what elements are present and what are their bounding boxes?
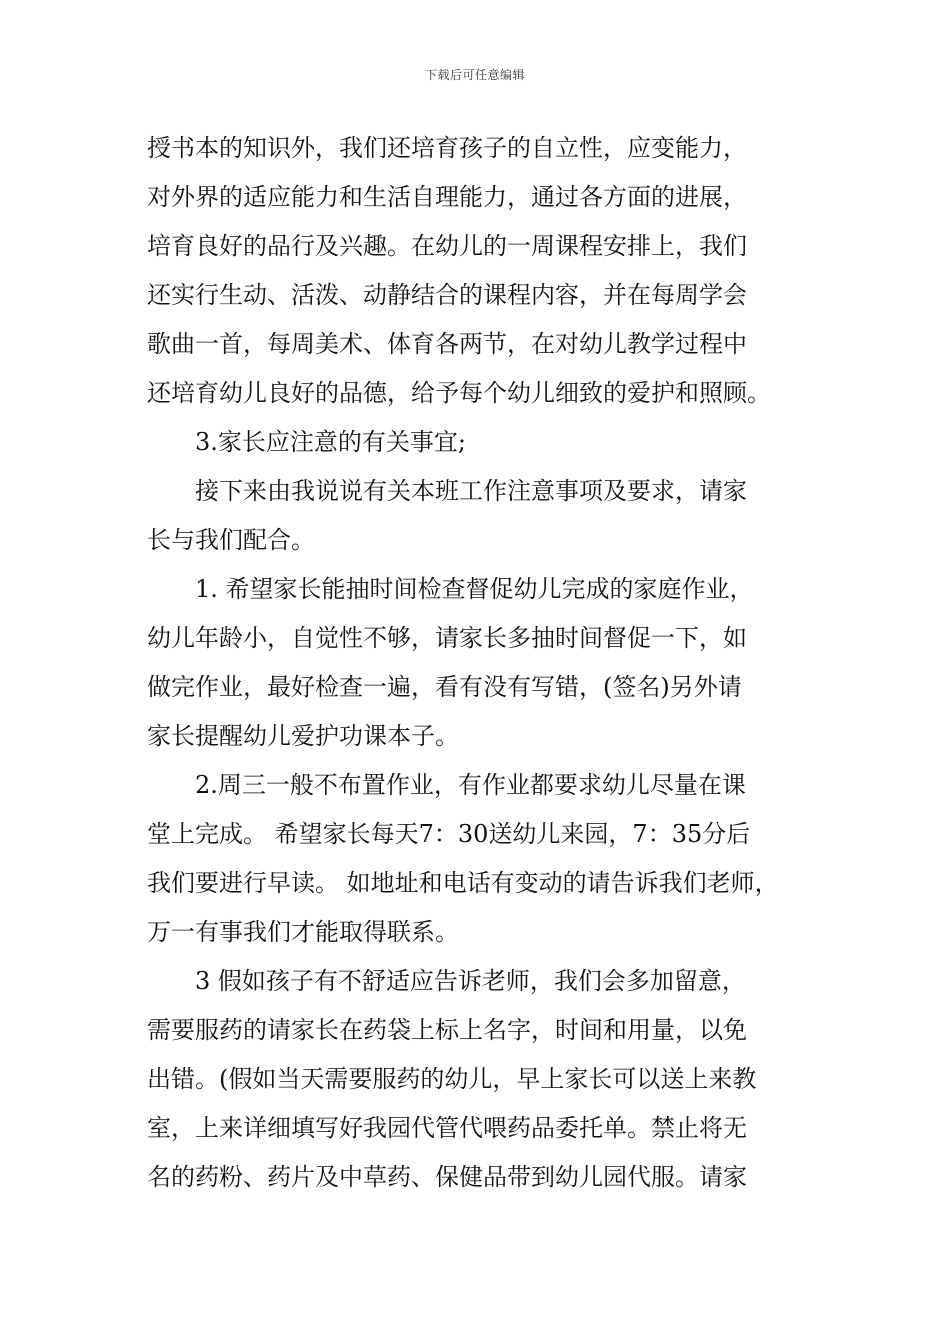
- text-line: 接下来由我说说有关本班工作注意事项及要求，请家: [195, 477, 747, 505]
- text-line: 室，上来详细填写好我园代管代喂药品委托单。禁止将无: [147, 1114, 747, 1142]
- text-line: 还培育幼儿良好的品德，给予每个幼儿细致的爱护和照顾。: [147, 379, 771, 407]
- text-line: 还实行生动、活泼、动静结合的课程内容，并在每周学会: [147, 281, 747, 309]
- text-line: 家长提醒幼儿爱护功课本子。: [147, 722, 459, 750]
- list-item-start: 2.周三一般不布置作业，有作业都要求幼儿尽量在课: [195, 771, 746, 799]
- text-line: 长与我们配合。: [147, 526, 315, 554]
- text-line: 万一有事我们才能取得联系。: [147, 918, 459, 946]
- text-line: 歌曲一首，每周美术、体育各两节，在对幼儿教学过程中: [147, 330, 747, 358]
- text-line: 堂上完成。 希望家长每天7：30送幼儿来园，7：35分后: [147, 820, 751, 848]
- text-line: 名的药粉、药片及中草药、保健品带到幼儿园代服。请家: [147, 1163, 747, 1191]
- text-line: 做完作业，最好检查一遍，看有没有写错，(签名)另外请: [147, 673, 742, 701]
- text-line: 授书本的知识外，我们还培育孩子的自立性，应变能力，: [147, 134, 747, 162]
- text-line: 出错。(假如当天需要服药的幼儿，早上家长可以送上来教: [147, 1065, 757, 1093]
- list-item-start: 3 假如孩子有不舒适应告诉老师，我们会多加留意，: [195, 967, 746, 995]
- text-line: 我们要进行早读。 如地址和电话有变动的请告诉我们老师，: [147, 869, 779, 897]
- text-line: 培育良好的品行及兴趣。在幼儿的一周课程安排上，我们: [147, 232, 747, 260]
- list-item-start: 1. 希望家长能抽时间检查督促幼儿完成的家庭作业，: [195, 575, 754, 603]
- page-header: 下载后可任意编辑: [424, 68, 525, 82]
- section-heading: 3.家长应注意的有关事宜;: [195, 428, 466, 456]
- text-line: 需要服药的请家长在药袋上标上名字，时间和用量，以免: [147, 1016, 747, 1044]
- text-line: 幼儿年龄小，自觉性不够，请家长多抽时间督促一下，如: [147, 624, 747, 652]
- document-body: [147, 124, 827, 1202]
- text-line: 对外界的适应能力和生活自理能力，通过各方面的进展，: [147, 183, 747, 211]
